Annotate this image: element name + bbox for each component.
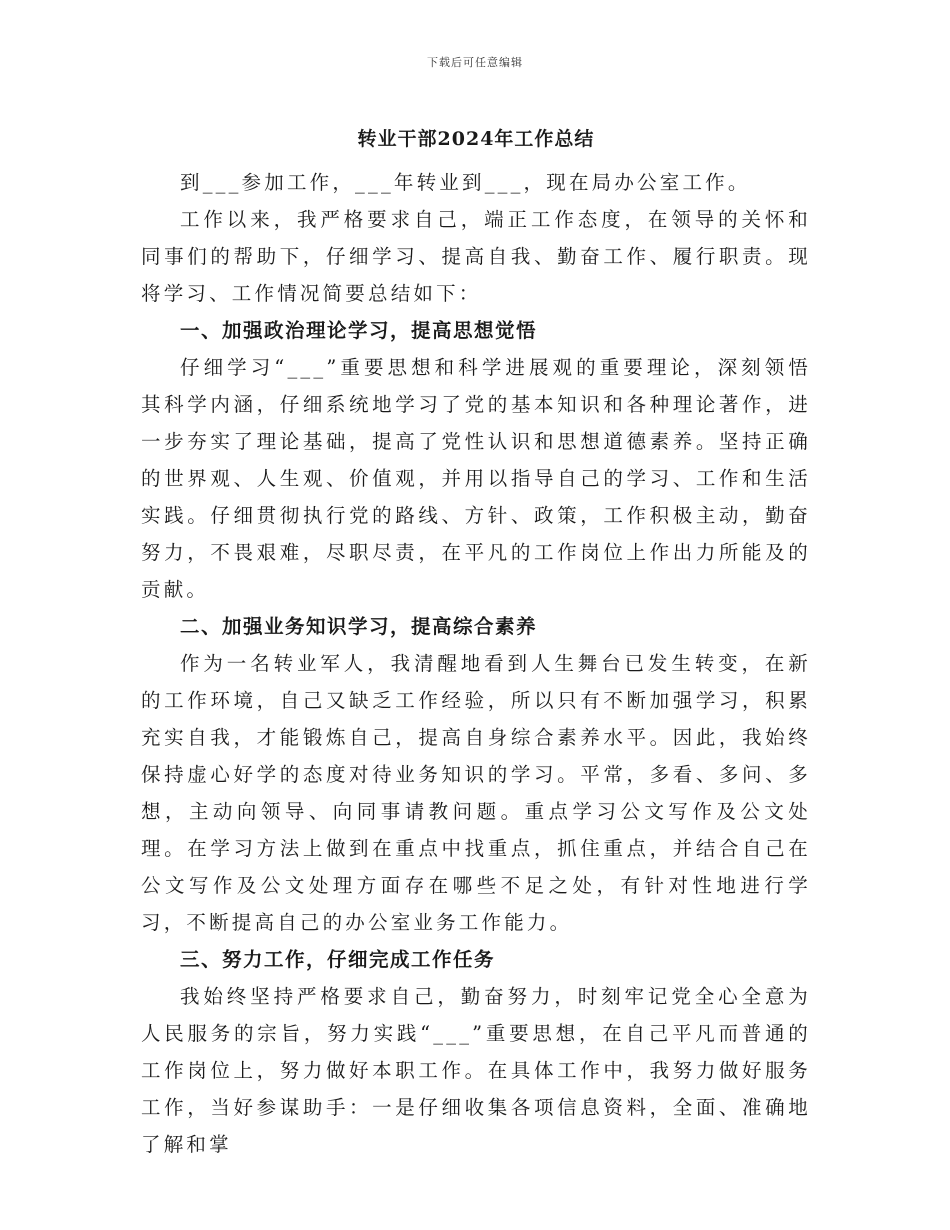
section-3-heading: 三、努力工作，仔细完成工作任务 xyxy=(180,948,496,971)
intro-line: 到___参加工作，___年转业到___，现在局办公室工作。 xyxy=(180,171,751,194)
page-header-note: 下载后可任意编辑 xyxy=(427,56,523,69)
section-1-body: 仔细学习“___”重要思想和科学进展观的重要理论，深刻领悟其科学内涵，仔细系统地学习了党的基本知识和各种理论著作，进一步夯实了理论基础，提高了党性认识和思想道德素养。坚持正确的世界观、人生观、价值观，并用以指导自己的学习、工作和生活实践。仔细贯彻执行党的路线、方针、政策，工作积极主动，勤奋努力，不畏艰难，尽职尽责，在平凡的工作岗位上作出力所能及的贡献。 xyxy=(141,356,811,601)
intro-paragraph: 工作以来，我严格要求自己，端正工作态度，在领导的关怀和同事们的帮助下，仔细学习、提高自我、勤奋工作、履行职责。现将学习、工作情况简要总结如下： xyxy=(141,208,811,305)
section-3-body: 我始终坚持严格要求自己，勤奋努力，时刻牢记党全心全意为人民服务的宗旨，努力实践“___”重要思想，在自己平凡而普通的工作岗位上，努力做好本职工作。在具体工作中，我努力做好服务工作，当好参谋助手：一是仔细收集各项信息资料，全面、准确地了解和掌 xyxy=(141,985,811,1156)
document-title: 转业干部2024年工作总结 xyxy=(357,128,595,150)
section-1-heading: 一、加强政治理论学习，提高思想觉悟 xyxy=(180,319,538,342)
section-2-heading: 二、加强业务知识学习，提高综合素养 xyxy=(180,615,538,638)
document-body xyxy=(141,118,811,1163)
section-2-body: 作为一名转业军人，我清醒地看到人生舞台已发生转变，在新的工作环境，自己又缺乏工作经验，所以只有不断加强学习，积累充实自我，才能锻炼自己，提高自身综合素养水平。因此，我始终保持虚心好学的态度对待业务知识的学习。平常，多看、多问、多想，主动向领导、向同事请教问题。重点学习公文写作及公文处理。在学习方法上做到在重点中找重点，抓住重点，并结合自己在公文写作及公文处理方面存在哪些不足之处，有针对性地进行学习，不断提高自己的办公室业务工作能力。 xyxy=(141,652,811,934)
